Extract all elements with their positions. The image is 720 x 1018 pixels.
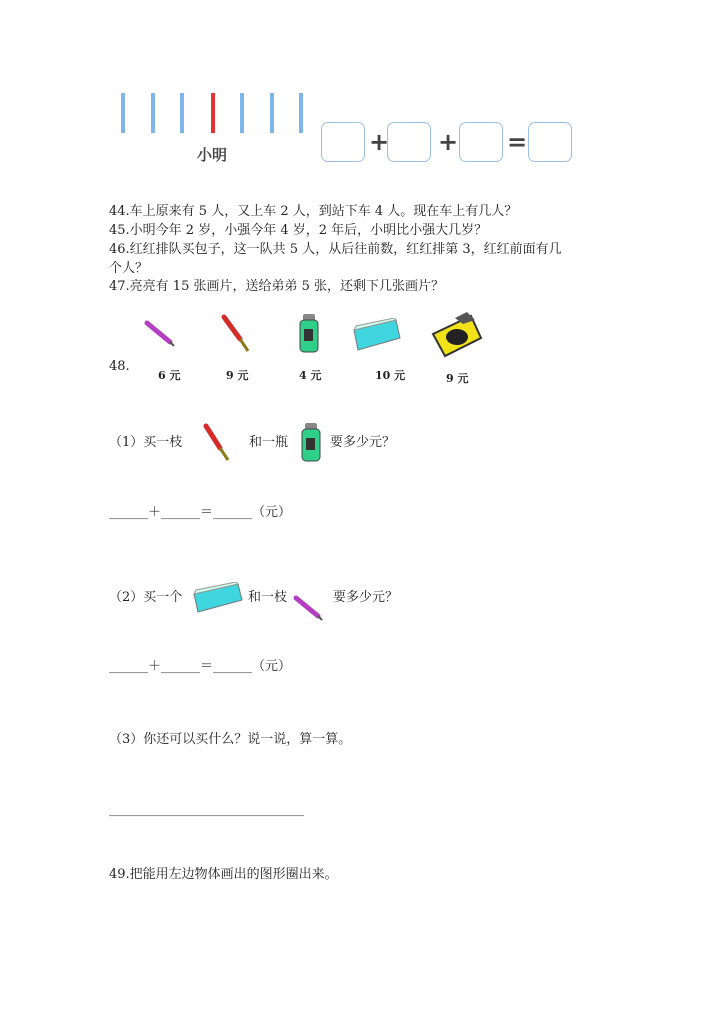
answer-line-3[interactable]: ______________________________ bbox=[109, 802, 304, 817]
sub-question-1-b: 和一瓶 bbox=[249, 435, 289, 450]
plus-sign: + bbox=[369, 128, 390, 156]
answer-line-2[interactable]: ______＋______＝______（元） bbox=[109, 659, 292, 674]
question-46-cont: 个人？ bbox=[109, 261, 149, 276]
question-46: 46.红红排队买包子，这一队共 5 人，从后往前数，红红排第 3，红红前面有几 bbox=[109, 242, 562, 257]
question-47: 47.亮亮有 15 张画片，送给弟弟 5 张，还剩下几张画片？ bbox=[109, 279, 445, 294]
equals-sign: = bbox=[507, 128, 528, 156]
price-label: 9 元 bbox=[226, 369, 249, 382]
price-label: 4 元 bbox=[299, 369, 322, 382]
xiaoming-label: 小明 bbox=[197, 146, 228, 164]
xiaoming-bar bbox=[211, 93, 215, 133]
purple-pen-icon bbox=[144, 318, 176, 348]
answer-line-1[interactable]: ______＋______＝______（元） bbox=[109, 505, 292, 520]
pencil-box-icon bbox=[192, 582, 244, 614]
question-44: 44.车上原来有 5 人，又上车 2 人，到站下车 4 人。现在车上有几人？ bbox=[109, 204, 518, 219]
sharpener-icon bbox=[431, 312, 483, 358]
purple-pen-icon bbox=[293, 594, 325, 622]
sub-question-1-c: 要多少元？ bbox=[330, 435, 396, 450]
sub-question-2-b: 和一枝 bbox=[248, 590, 288, 605]
answer-box[interactable] bbox=[459, 122, 503, 162]
pencil-box-icon bbox=[352, 318, 402, 352]
sub-question-2-a: （2）买一个 bbox=[109, 590, 183, 605]
price-label: 6 元 bbox=[158, 369, 181, 382]
answer-box[interactable] bbox=[528, 122, 572, 162]
person-bar bbox=[270, 93, 274, 133]
person-bar bbox=[180, 93, 184, 133]
sub-question-3: （3）你还可以买什么？说一说，算一算。 bbox=[109, 732, 352, 747]
price-label: 10 元 bbox=[375, 369, 406, 382]
answer-box[interactable] bbox=[387, 122, 431, 162]
glue-bottle-icon bbox=[298, 313, 320, 353]
person-bar bbox=[121, 93, 125, 133]
red-pen-icon bbox=[202, 422, 232, 462]
plus-sign: + bbox=[438, 128, 459, 156]
price-label: 9 元 bbox=[446, 372, 469, 385]
sub-question-1-a: （1）买一枝 bbox=[109, 435, 183, 450]
red-pen-icon bbox=[220, 313, 252, 353]
person-bar bbox=[151, 93, 155, 133]
question-48: 48. bbox=[109, 359, 130, 374]
question-45: 45.小明今年 2 岁，小强今年 4 岁，2 年后，小明比小强大几岁？ bbox=[109, 223, 488, 238]
glue-bottle-icon bbox=[300, 422, 322, 462]
answer-box[interactable] bbox=[321, 122, 365, 162]
sub-question-2-c: 要多少元？ bbox=[333, 590, 399, 605]
question-49: 49.把能用左边物体画出的图形圈出来。 bbox=[109, 867, 338, 882]
person-bar bbox=[299, 93, 303, 133]
person-bar bbox=[240, 93, 244, 133]
